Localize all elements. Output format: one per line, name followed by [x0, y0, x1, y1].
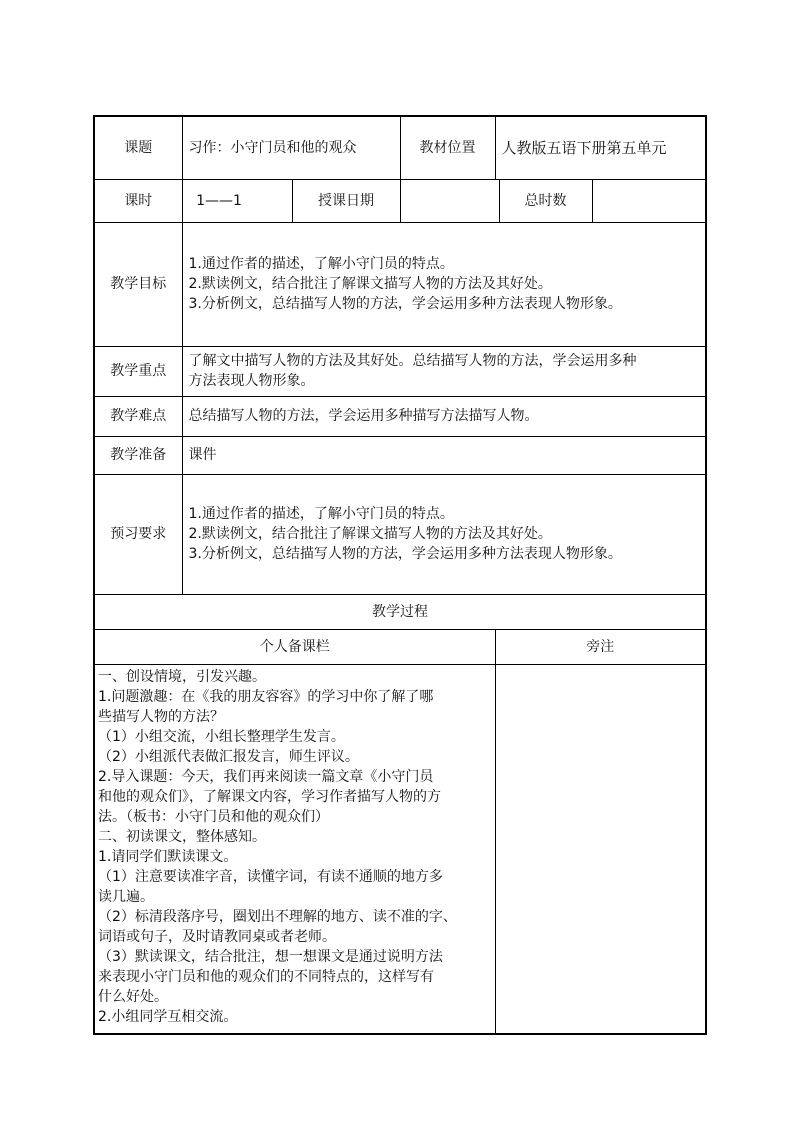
process-content	[94, 664, 495, 1034]
key-points-line: 了解文中描写人物的方法及其好处。总结描写人物的方法，学会运用多种	[188, 353, 637, 369]
process-line: 一、创设情境，引发兴趣。	[98, 668, 266, 685]
topic-label: 课题	[94, 116, 182, 179]
key-points-content	[182, 346, 706, 396]
row-topic	[94, 116, 706, 179]
process-line: 2.小组同学互相交流。	[98, 1008, 238, 1025]
date-label: 授课日期	[292, 179, 400, 222]
preview-item: 3.分析例文，总结描写人物的方法，学会运用多种方法表现人物形象。	[188, 546, 622, 562]
period-label: 课时	[94, 179, 182, 222]
row-process-headers	[94, 629, 706, 664]
process-line: 些描写人物的方法？	[98, 708, 224, 725]
process-line: 什么好处。	[98, 988, 168, 1005]
key-points-label: 教学重点	[94, 346, 182, 396]
personal-column-header: 个人备课栏	[94, 629, 495, 664]
goals-content	[182, 222, 706, 346]
process-line: （2）标清段落序号，圈划出不理解的地方、读不准的字、	[98, 908, 457, 925]
lesson-plan-table	[93, 115, 707, 1035]
preparation-label: 教学准备	[94, 436, 182, 474]
textbook-label: 教材位置	[400, 116, 495, 179]
process-line: （2）小组派代表做汇报发言，师生评议。	[98, 748, 359, 765]
key-points-line: 方法表现人物形象。	[188, 373, 315, 389]
process-line: 来表现小守门员和他的观众们的不同特点的，这样写有	[98, 968, 434, 985]
preview-label: 预习要求	[94, 474, 182, 594]
process-line: 二、初读课文，整体感知。	[98, 828, 266, 845]
difficulties-content: 总结描写人物的方法，学会运用多种描写方法描写人物。	[182, 396, 706, 436]
topic-value: 习作：小守门员和他的观众	[182, 116, 400, 179]
preview-item: 2.默读例文，结合批注了解课文描写人物的方法及其好处。	[188, 526, 552, 542]
process-line: 1.请同学们默读课文。	[98, 848, 238, 865]
process-line: 1.问题激趣：在《我的朋友容容》的学习中你了解了哪	[98, 688, 434, 705]
goal-item: 3.分析例文，总结描写人物的方法，学会运用多种方法表现人物形象。	[188, 296, 622, 312]
row-difficulties	[94, 396, 706, 436]
notes-column-header: 旁注	[495, 629, 706, 664]
row-preview	[94, 474, 706, 594]
date-value	[400, 179, 499, 222]
goal-item: 2.默读例文，结合批注了解课文描写人物的方法及其好处。	[188, 276, 552, 292]
row-goals	[94, 222, 706, 346]
preview-item: 1.通过作者的描述，了解小守门员的特点。	[188, 506, 454, 522]
process-line: 和他的观众们》，了解课文内容，学习作者描写人物的方	[98, 788, 441, 805]
row-period	[94, 179, 706, 222]
difficulties-label: 教学难点	[94, 396, 182, 436]
total-value	[592, 179, 706, 222]
textbook-value: 人教版五语下册第五单元	[495, 116, 706, 179]
goal-item: 1.通过作者的描述，了解小守门员的特点。	[188, 256, 454, 272]
row-process-title	[94, 594, 706, 629]
row-process-body	[94, 664, 706, 1034]
notes-content	[495, 664, 706, 1034]
process-line: （1）小组交流，小组长整理学生发言。	[98, 728, 345, 745]
goals-label: 教学目标	[94, 222, 182, 346]
process-title: 教学过程	[94, 594, 706, 629]
period-value: 1——1	[182, 179, 292, 222]
total-label: 总时数	[499, 179, 592, 222]
process-line: （3）默读课文，结合批注，想一想课文是通过说明方法	[98, 948, 443, 965]
process-line: （1）注意要读准字音，读懂字词，有读不通顺的地方多	[98, 868, 443, 885]
preview-content	[182, 474, 706, 594]
process-line: 法。（板书：小守门员和他的观众们）	[98, 808, 329, 825]
process-line: 2.导入课题：今天，我们再来阅读一篇文章《小守门员	[98, 768, 434, 785]
row-key-points	[94, 346, 706, 396]
preparation-content: 课件	[182, 436, 706, 474]
process-line: 词语或句子，及时请教同桌或者老师。	[98, 928, 336, 945]
process-line: 读几遍。	[98, 888, 154, 905]
row-preparation	[94, 436, 706, 474]
